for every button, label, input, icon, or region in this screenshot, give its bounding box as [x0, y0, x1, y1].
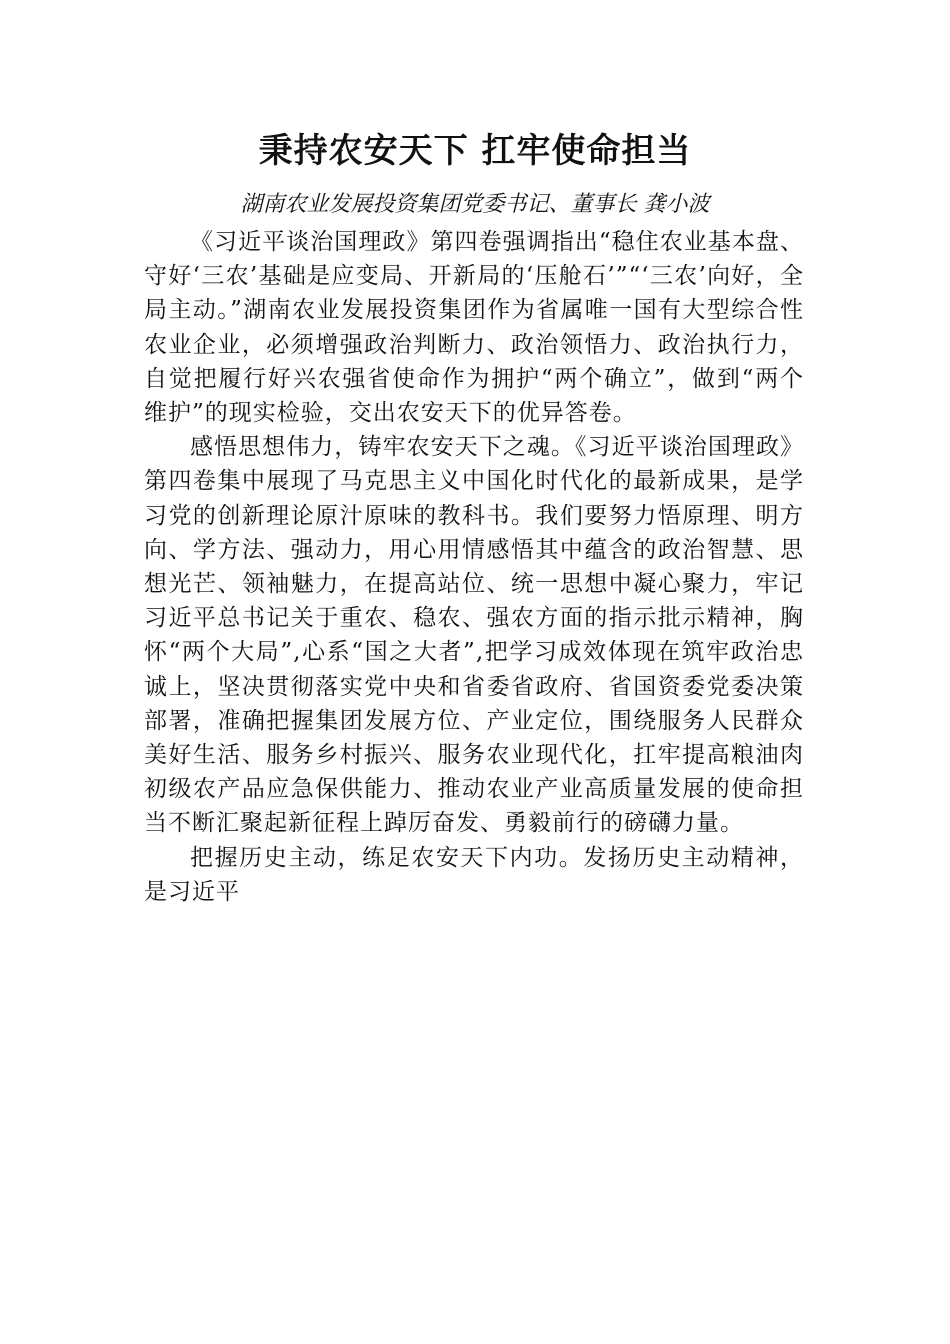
paragraph: 《习近平谈治国理政》第四卷强调指出“稳住农业基本盘、守好‘三农’基础是应变局、开新局的‘压舱石’”“‘三农’向好，全局主动。”湖南农业发展投资集团作为省属唯一国有大型综合性农业企业，必须增强政治判断力、政治领悟力、政治执行力，自觉把履行好兴农强省使命作为拥护“两个确立”，做到“两个维护”的现实检验，交出农安天下的优异答卷。: [144, 229, 804, 427]
author-byline: 湖南农业发展投资集团党委书记、董事长 龚小波: [240, 192, 710, 217]
document-title: 秉持农安天下 扛牢使命担当: [258, 131, 692, 171]
document-body: [144, 225, 804, 909]
paragraph: 把握历史主动，练足农安天下内功。发扬历史主动精神，是习近平: [144, 844, 804, 905]
paragraph: 感悟思想伟力，铸牢农安天下之魂。《习近平谈治国理政》第四卷集中展现了马克思主义中国化时代化的最新成果，是学习党的创新理论原汁原味的教科书。我们要努力悟原理、明方向、学方法、强动力，用心用情感悟其中蕴含的政治智慧、思想光芒、领袖魅力，在提高站位、统一思想中凝心聚力，牢记习近平总书记关于重农、稳农、强农方面的指示批示精神，胸怀“两个大局”,心系“国之大者”,把学习成效体现在筑牢政治忠诚上，坚决贯彻落实党中央和省委省政府、省国资委党委决策部署，准确把握集团发展方位、产业定位，围绕服务人民群众美好生活、服务乡村振兴、服务农业现代化，扛牢提高粮油肉初级农产品应急保供能力、推动农业产业高质量发展的使命担当不断汇聚起新征程上踔厉奋发、勇毅前行的磅礴力量。: [144, 434, 804, 837]
